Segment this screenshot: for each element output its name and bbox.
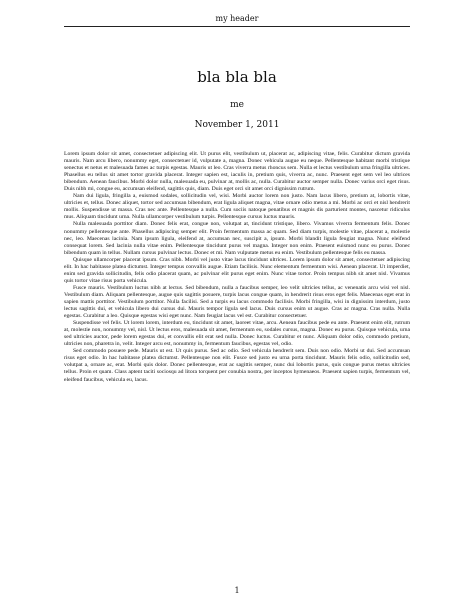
- paragraph-5: Fusce mauris. Vestibulum luctus nibh at lectus. Sed bibendum, nulla a faucibus semper, leo velit ultricies tellus, ac venenatis arcu wisi vel nisl. Vestibulum diam. Aliquam pellentesque, augue quis sagittis posuere, turpis lacus congue quam, in hendrerit risus eros eget felis. Maecenas eget erat in sapien mattis porttitor. Vestibulum porttitor. Nulla facilisi. Sed a turpis eu lacus commodo facilisis. Morbi fringilla, wisi in dignissim interdum, justo lectus sagittis dui, et vehicula libero dui cursus dui. Mauris tempor ligula sed lacus. Duis cursus enim ut augue. Cras ac magna. Cras nulla. Nulla egestas. Curabitur a leo. Quisque egestas wisi eget nunc. Nam feugiat lacus vel est. Curabitur consectetuer.: [64, 284, 410, 320]
- header-rule: [64, 26, 410, 27]
- author: me: [230, 100, 244, 110]
- paragraph-2: Nam dui ligula, fringilla a, euismod sodales, sollicitudin vel, wisi. Morbi auctor lorem non justo. Nam lacus libero, pretium at, lobortis vitae, ultricies et, tellus. Donec aliquet, tortor sed accumsan bibendum, erat ligula aliquet magna, vitae ornare odio metus a mi. Morbi ac orci et nisl hendrerit mollis. Suspendisse ut massa. Cras nec ante. Pellentesque a nulla. Cum sociis natoque penatibus et magnis dis parturient montes, nascetur ridiculus mus. Aliquam tincidunt urna. Nulla ullamcorper vestibulum turpis. Pellentesque cursus luctus mauris.: [64, 193, 410, 221]
- body-text: [64, 151, 410, 384]
- page-number: 1: [234, 586, 240, 595]
- paragraph-7: Sed commodo posuere pede. Mauris ut est. Ut quis purus. Sed ac odio. Sed vehicula hendrerit sem. Duis non odio. Morbi ut dui. Sed accumsan risus eget odio. In hac habitasse platea dictumst. Pellentesque non elit. Fusce sed justo eu urna porta tincidunt. Mauris felis odio, sollicitudin sed, volutpat a, ornare ac, erat. Morbi quis dolor. Donec pellentesque, erat ac sagittis semper, nunc dui lobortis purus, quis congue purus metus ultricies tellus. Proin et quam. Class aptent taciti sociosqu ad litora torquent per conubia nostra, per inceptos hymenaeos. Praesent sapien turpis, fermentum vel, eleifend faucibus, vehicula eu, lacus.: [64, 348, 410, 383]
- paragraph-3: Nulla malesuada porttitor diam. Donec felis erat, congue non, volutpat at, tincidunt tristique, libero. Vivamus viverra fermentum felis. Donec nonummy pellentesque ante. Phasellus adipiscing semper elit. Proin fermentum massa ac quam. Sed diam turpis, molestie vitae, placerat a, molestie nec, leo. Maecenas lacinia. Nam ipsum ligula, eleifend at, accumsan nec, suscipit a, ipsum. Morbi blandit ligula feugiat magna. Nunc eleifend consequat lorem. Sed lacinia nulla vitae enim. Pellentesque tincidunt purus vel magna. Integer non enim. Praesent euismod nunc eu purus. Donec bibendum quam in tellus. Nullam cursus pulvinar lectus. Donec et mi. Nam vulputate metus eu enim. Vestibulum pellentesque felis eu massa.: [64, 221, 410, 256]
- date: November 1, 2011: [194, 120, 280, 130]
- paragraph-1: Lorem ipsum dolor sit amet, consectetuer adipiscing elit. Ut purus elit, vestibulum ut, placerat ac, adipiscing vitae, felis. Curabitur dictum gravida mauris. Nam arcu libero, nonummy eget, consectetuer id, vulputate a, magna. Donec vehicula augue eu neque. Pellentesque habitant morbi tristique senectus et netus et malesuada fames ac turpis egestas. Mauris ut leo. Cras viverra metus rhoncus sem. Nulla et lectus vestibulum urna fringilla ultrices. Phasellus eu tellus sit amet tortor gravida placerat. Integer sapien est, iaculis in, pretium quis, viverra ac, nunc. Praesent eget sem vel leo ultrices bibendum. Aenean faucibus. Morbi dolor nulla, malesuada eu, pulvinar at, mollis ac, nulla. Curabitur auctor semper nulla. Donec varius orci eget risus. Duis nibh mi, congue eu, accumsan eleifend, sagittis quis, diam. Duis eget orci sit amet orci dignissim rutrum.: [64, 151, 410, 193]
- document-title: bla bla bla: [197, 68, 277, 86]
- running-header: my header: [215, 14, 259, 23]
- paragraph-4: Quisque ullamcorper placerat ipsum. Cras nibh. Morbi vel justo vitae lacus tincidunt ultrices. Lorem ipsum dolor sit amet, consectetuer adipiscing elit. In hac habitasse platea dictumst. Integer tempus convallis augue. Etiam facilisis. Nunc elementum fermentum wisi. Aenean placerat. Ut imperdiet, enim sed gravida sollicitudin, felis odio placerat quam, ac pulvinar elit purus eget enim. Nunc vitae tortor. Proin tempus nibh sit amet nisl. Vivamus quis tortor vitae risus porta vehicula.: [64, 256, 410, 284]
- paragraph-6: Suspendisse vel felis. Ut lorem lorem, interdum eu, tincidunt sit amet, laoreet vitae, arcu. Aenean faucibus pede eu ante. Praesent enim elit, rutrum at, molestie non, nonummy vel, nisl. Ut lectus eros, malesuada sit amet, fermentum eu, sodales cursus, magna. Donec eu purus. Quisque vehicula, urna sed ultricies auctor, pede lorem egestas dui, et convallis elit erat sed nulla. Donec luctus. Curabitur et nunc. Aliquam dolor odio, commodo pretium, ultricies non, pharetra in, velit. Integer arcu est, nonummy in, fermentum faucibus, egestas vel, odio.: [64, 320, 410, 348]
